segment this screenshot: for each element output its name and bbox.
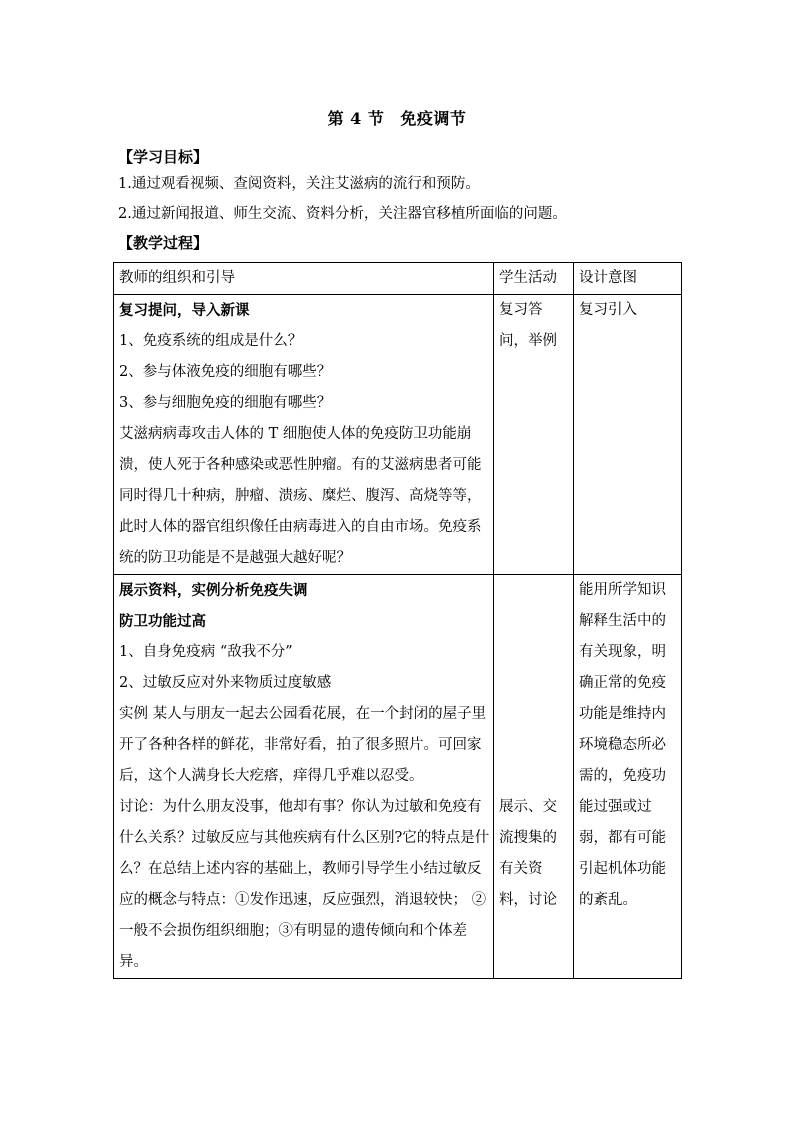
column-header-teacher: 教师的组织和引导 (114, 263, 494, 295)
teacher-line: 1、自身免疫病 “敌我不分” (119, 644, 293, 660)
teacher-paragraph: 艾滋病病毒攻击人体的 T 细胞使人体的免疫防卫功能崩溃，使人死于各种感染或恶性肿瘤。有的艾滋病患者可能同时得几十种病，肿瘤、溃疡、糜烂、腹泻、高烧等等，此时人体的器官组织像任由病毒进入的自由市场。免疫系统的防卫功能是不是越强大越好呢？ (119, 426, 482, 566)
row-title: 复习提问，导入新课 (119, 302, 250, 319)
table-row (114, 295, 682, 575)
teaching-process-table (113, 262, 682, 979)
teacher-cell (114, 295, 494, 575)
design-intent-cell (574, 575, 682, 979)
teacher-line: 3、参与细胞免疫的细胞有哪些？ (119, 395, 332, 411)
learning-goal-2: 2.通过新闻报道、师生交流、资料分析，关注器官移植所面临的问题。 (118, 206, 567, 222)
student-activity-text: 展示、交流搜集的有关资料，讨论 (499, 799, 557, 908)
teacher-line: 2、过敏反应对外来物质过度敏感 (119, 675, 332, 691)
table-header-row (114, 263, 682, 295)
learning-goal-1: 1.通过观看视频、查阅资料，关注艾滋病的流行和预防。 (118, 176, 480, 192)
teacher-cell (114, 575, 494, 979)
student-activity-text: 复习答问，举例 (499, 302, 557, 349)
title-main: 免疫调节 (400, 109, 467, 128)
learning-goals-heading: 【学习目标】 (118, 148, 209, 166)
row-subtitle: 防卫功能过高 (119, 613, 206, 630)
teacher-paragraph: 讨论：为什么朋友没事，他却有事？你认为过敏和免疫有什么关系？过敏反应与其他疾病有什么区别?它的特点是什么？在总结上述内容的基础上，教师引导学生小结过敏反应的概念与特点：①发作迅速，反应强烈，消退较快； ②一般不会损伤组织细胞；③有明显的遗传倾向和个体差异。 (119, 799, 490, 970)
column-header-student: 学生活动 (494, 263, 574, 295)
row-title: 展示资料，实例分析免疫失调 (119, 582, 308, 599)
page-title (0, 106, 794, 129)
teacher-line: 1、免疫系统的组成是什么？ (119, 333, 303, 349)
column-header-design: 设计意图 (574, 263, 682, 295)
teacher-paragraph: 实例 某人与朋友一起去公园看花展，在一个封闭的屋子里开了各种各样的鲜花，非常好看，拍了很多照片。可回家后，这个人满身长大疙瘩，痒得几乎难以忍受。 (119, 706, 487, 784)
design-intent-text: 复习引入 (579, 302, 637, 318)
title-prefix: 第 4 节 (327, 109, 385, 128)
design-intent-text: 能用所学知识解释生活中的有关现象，明确正常的免疫功能是维持内环境稳态所必需的，免疫功能过强或过弱，都有可能引起机体功能的紊乱。 (579, 582, 666, 908)
student-activity-cell (494, 575, 574, 979)
design-intent-cell (574, 295, 682, 575)
student-activity-cell (494, 295, 574, 575)
teacher-line: 2、参与体液免疫的细胞有哪些？ (119, 364, 332, 380)
table-row (114, 575, 682, 979)
teaching-process-heading: 【教学过程】 (118, 234, 209, 252)
